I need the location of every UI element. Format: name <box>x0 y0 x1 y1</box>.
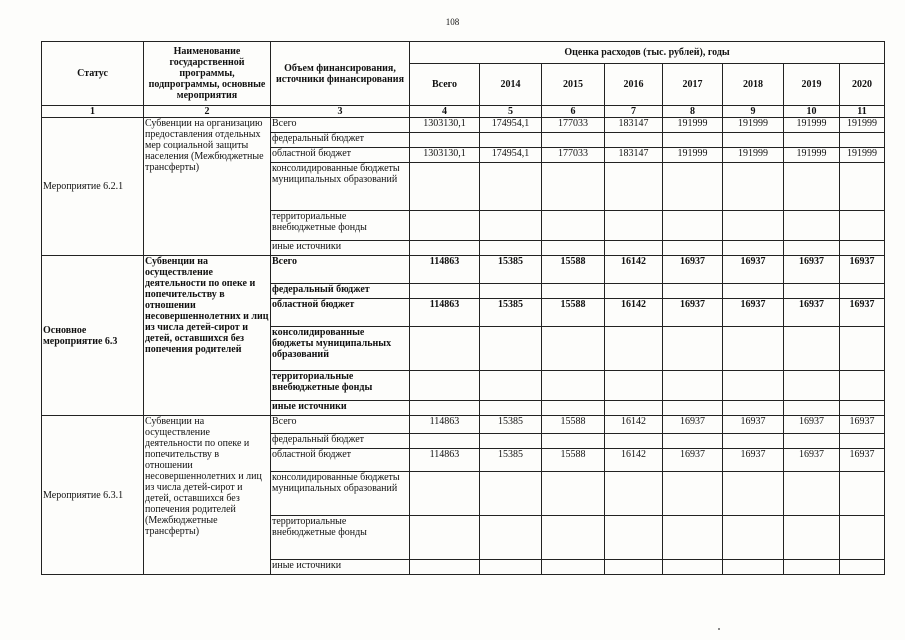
year-value-cell: 191999 <box>784 148 840 163</box>
year-value-cell: 191999 <box>840 118 885 133</box>
year-value-cell <box>663 472 723 516</box>
year-value-cell <box>784 472 840 516</box>
year-value-cell <box>663 241 723 256</box>
year-value-cell <box>605 401 663 416</box>
year-value-cell <box>605 284 663 299</box>
column-number: 1 <box>42 106 144 118</box>
year-value-cell: 16937 <box>663 256 723 284</box>
total-value-cell <box>410 371 480 401</box>
header-funding: Объем финансирования, источники финансирования <box>271 42 410 106</box>
year-value-cell <box>784 434 840 449</box>
year-value-cell <box>542 401 605 416</box>
year-value-cell <box>480 163 542 211</box>
year-value-cell <box>480 434 542 449</box>
year-value-cell <box>723 560 784 575</box>
total-value-cell <box>410 284 480 299</box>
total-value-cell <box>410 241 480 256</box>
year-value-cell <box>840 472 885 516</box>
year-value-cell: 16937 <box>723 416 784 434</box>
year-value-cell: 15588 <box>542 449 605 472</box>
year-value-cell <box>840 163 885 211</box>
page-number: 108 <box>445 17 460 27</box>
year-value-cell <box>663 133 723 148</box>
year-value-cell: 16937 <box>840 256 885 284</box>
year-value-cell: 15588 <box>542 299 605 327</box>
year-value-cell <box>784 560 840 575</box>
funding-source-cell: областной бюджет <box>271 449 410 472</box>
year-value-cell <box>840 434 885 449</box>
table-row <box>42 118 885 133</box>
status-cell: Мероприятие 6.3.1 <box>42 416 144 575</box>
header-program-name: Наименование государственной программы, подпрограммы, основные мероприятия <box>144 42 271 106</box>
funding-source-cell: федеральный бюджет <box>271 133 410 148</box>
funding-source-cell: федеральный бюджет <box>271 434 410 449</box>
year-value-cell <box>723 327 784 371</box>
year-value-cell <box>784 163 840 211</box>
year-value-cell <box>542 327 605 371</box>
year-value-cell <box>723 163 784 211</box>
year-value-cell <box>784 284 840 299</box>
year-value-cell <box>784 516 840 560</box>
year-value-cell <box>542 241 605 256</box>
funding-source-cell: Всего <box>271 416 410 434</box>
year-value-cell <box>480 211 542 241</box>
year-value-cell <box>605 327 663 371</box>
year-value-cell <box>542 516 605 560</box>
year-value-cell <box>663 284 723 299</box>
funding-source-cell: иные источники <box>271 560 410 575</box>
year-value-cell <box>480 327 542 371</box>
year-value-cell <box>784 133 840 148</box>
total-value-cell: 114863 <box>410 416 480 434</box>
year-value-cell: 174954,1 <box>480 118 542 133</box>
year-value-cell: 191999 <box>840 148 885 163</box>
total-value-cell: 1303130,1 <box>410 148 480 163</box>
year-value-cell <box>840 284 885 299</box>
year-value-cell <box>723 516 784 560</box>
year-value-cell: 16937 <box>723 256 784 284</box>
table-row <box>42 416 885 434</box>
scan-speck <box>718 628 720 630</box>
total-value-cell <box>410 133 480 148</box>
year-value-cell: 191999 <box>663 118 723 133</box>
year-value-cell: 16937 <box>663 449 723 472</box>
header-year: 2019 <box>784 64 840 106</box>
funding-source-cell: областной бюджет <box>271 148 410 163</box>
year-value-cell <box>605 211 663 241</box>
year-value-cell <box>663 163 723 211</box>
year-value-cell: 16937 <box>840 299 885 327</box>
year-value-cell <box>480 241 542 256</box>
header-year: 2018 <box>723 64 784 106</box>
status-cell: Основное мероприятие 6.3 <box>42 256 144 416</box>
column-number: 9 <box>723 106 784 118</box>
year-value-cell <box>840 401 885 416</box>
column-number: 6 <box>542 106 605 118</box>
year-value-cell <box>542 211 605 241</box>
year-value-cell: 16142 <box>605 449 663 472</box>
total-value-cell <box>410 163 480 211</box>
year-value-cell <box>663 401 723 416</box>
year-value-cell <box>480 371 542 401</box>
total-value-cell: 1303130,1 <box>410 118 480 133</box>
header-year: 2017 <box>663 64 723 106</box>
year-value-cell: 183147 <box>605 118 663 133</box>
header-status: Статус <box>42 42 144 106</box>
funding-source-cell: консолидированные бюджеты муниципальных образований <box>271 472 410 516</box>
year-value-cell: 191999 <box>723 118 784 133</box>
total-value-cell: 114863 <box>410 256 480 284</box>
year-value-cell: 16937 <box>723 299 784 327</box>
year-value-cell: 15588 <box>542 256 605 284</box>
header-year: 2016 <box>605 64 663 106</box>
year-value-cell <box>663 211 723 241</box>
year-value-cell <box>542 434 605 449</box>
year-value-cell: 191999 <box>663 148 723 163</box>
year-value-cell: 15385 <box>480 256 542 284</box>
year-value-cell <box>723 371 784 401</box>
total-value-cell: 114863 <box>410 449 480 472</box>
total-value-cell <box>410 434 480 449</box>
year-value-cell <box>840 560 885 575</box>
column-number: 5 <box>480 106 542 118</box>
year-value-cell <box>663 434 723 449</box>
total-value-cell <box>410 560 480 575</box>
year-value-cell <box>723 472 784 516</box>
total-value-cell: 114863 <box>410 299 480 327</box>
funding-source-cell: иные источники <box>271 401 410 416</box>
year-value-cell <box>840 516 885 560</box>
header-total: Всего <box>410 64 480 106</box>
header-estimate: Оценка расходов (тыс. рублей), годы <box>410 42 885 64</box>
budget-table <box>41 41 885 575</box>
year-value-cell <box>605 133 663 148</box>
year-value-cell <box>663 327 723 371</box>
funding-source-cell: Всего <box>271 256 410 284</box>
year-value-cell <box>723 434 784 449</box>
year-value-cell <box>480 560 542 575</box>
year-value-cell <box>605 472 663 516</box>
year-value-cell <box>605 560 663 575</box>
year-value-cell: 16937 <box>784 449 840 472</box>
year-value-cell <box>723 211 784 241</box>
year-value-cell <box>480 472 542 516</box>
year-value-cell <box>840 371 885 401</box>
year-value-cell <box>723 284 784 299</box>
funding-source-cell: иные источники <box>271 241 410 256</box>
total-value-cell <box>410 211 480 241</box>
year-value-cell: 16142 <box>605 299 663 327</box>
year-value-cell: 15385 <box>480 416 542 434</box>
total-value-cell <box>410 472 480 516</box>
program-name-cell: Субвенции на осуществление деятельности по опеке и попечительству в отношении несовершеннолетних и лиц из числа детей-сирот и детей, оставшихся без попечения родителей <box>144 256 271 416</box>
year-value-cell: 16937 <box>784 299 840 327</box>
funding-source-cell: территориальные внебюджетные фонды <box>271 371 410 401</box>
program-name-cell: Субвенции на организацию предоставления отдельных мер социальной защиты населения (Межбюджетные трансферты) <box>144 118 271 256</box>
year-value-cell: 15385 <box>480 449 542 472</box>
year-value-cell: 16937 <box>723 449 784 472</box>
year-value-cell <box>784 211 840 241</box>
year-value-cell <box>840 211 885 241</box>
year-value-cell: 183147 <box>605 148 663 163</box>
funding-source-cell: Всего <box>271 118 410 133</box>
year-value-cell <box>542 284 605 299</box>
year-value-cell: 16937 <box>784 416 840 434</box>
year-value-cell: 177033 <box>542 148 605 163</box>
year-value-cell <box>663 560 723 575</box>
header-year: 2015 <box>542 64 605 106</box>
column-number: 3 <box>271 106 410 118</box>
funding-source-cell: территориальные внебюджетные фонды <box>271 516 410 560</box>
year-value-cell: 16937 <box>663 299 723 327</box>
year-value-cell <box>723 133 784 148</box>
funding-source-cell: территориальные внебюджетные фонды <box>271 211 410 241</box>
year-value-cell <box>605 241 663 256</box>
year-value-cell <box>784 241 840 256</box>
year-value-cell <box>480 284 542 299</box>
year-value-cell: 177033 <box>542 118 605 133</box>
year-value-cell <box>605 434 663 449</box>
year-value-cell <box>605 371 663 401</box>
header-year: 2014 <box>480 64 542 106</box>
column-number: 2 <box>144 106 271 118</box>
table-row <box>42 256 885 284</box>
year-value-cell <box>784 371 840 401</box>
year-value-cell: 16937 <box>840 449 885 472</box>
column-number: 10 <box>784 106 840 118</box>
year-value-cell: 16937 <box>784 256 840 284</box>
year-value-cell <box>605 163 663 211</box>
year-value-cell: 191999 <box>723 148 784 163</box>
column-number: 8 <box>663 106 723 118</box>
total-value-cell <box>410 401 480 416</box>
year-value-cell <box>784 327 840 371</box>
year-value-cell <box>542 133 605 148</box>
year-value-cell: 191999 <box>784 118 840 133</box>
column-number: 7 <box>605 106 663 118</box>
year-value-cell <box>542 163 605 211</box>
year-value-cell <box>542 560 605 575</box>
year-value-cell <box>840 241 885 256</box>
funding-source-cell: консолидированные бюджеты муниципальных образований <box>271 163 410 211</box>
year-value-cell <box>542 472 605 516</box>
year-value-cell <box>480 133 542 148</box>
year-value-cell <box>605 516 663 560</box>
year-value-cell: 15588 <box>542 416 605 434</box>
funding-source-cell: областной бюджет <box>271 299 410 327</box>
year-value-cell: 16937 <box>663 416 723 434</box>
column-numbers-row <box>42 106 885 118</box>
column-number: 11 <box>840 106 885 118</box>
year-value-cell <box>480 401 542 416</box>
column-number: 4 <box>410 106 480 118</box>
year-value-cell <box>784 401 840 416</box>
year-value-cell <box>480 516 542 560</box>
year-value-cell <box>840 133 885 148</box>
year-value-cell: 16142 <box>605 416 663 434</box>
year-value-cell: 16937 <box>840 416 885 434</box>
year-value-cell <box>542 371 605 401</box>
year-value-cell <box>723 241 784 256</box>
year-value-cell: 15385 <box>480 299 542 327</box>
year-value-cell <box>723 401 784 416</box>
total-value-cell <box>410 327 480 371</box>
year-value-cell <box>840 327 885 371</box>
funding-source-cell: консолидированные бюджеты муниципальных образований <box>271 327 410 371</box>
year-value-cell <box>663 371 723 401</box>
total-value-cell <box>410 516 480 560</box>
year-value-cell <box>663 516 723 560</box>
year-value-cell: 174954,1 <box>480 148 542 163</box>
status-cell: Мероприятие 6.2.1 <box>42 118 144 256</box>
header-year: 2020 <box>840 64 885 106</box>
program-name-cell: Субвенции на осуществление деятельности по опеке и попечительству в отношении несовершеннолетних и лиц из числа детей-сирот и детей, оставшихся без попечения родителей (Межбюджетные трансферты) <box>144 416 271 575</box>
year-value-cell: 16142 <box>605 256 663 284</box>
funding-source-cell: федеральный бюджет <box>271 284 410 299</box>
